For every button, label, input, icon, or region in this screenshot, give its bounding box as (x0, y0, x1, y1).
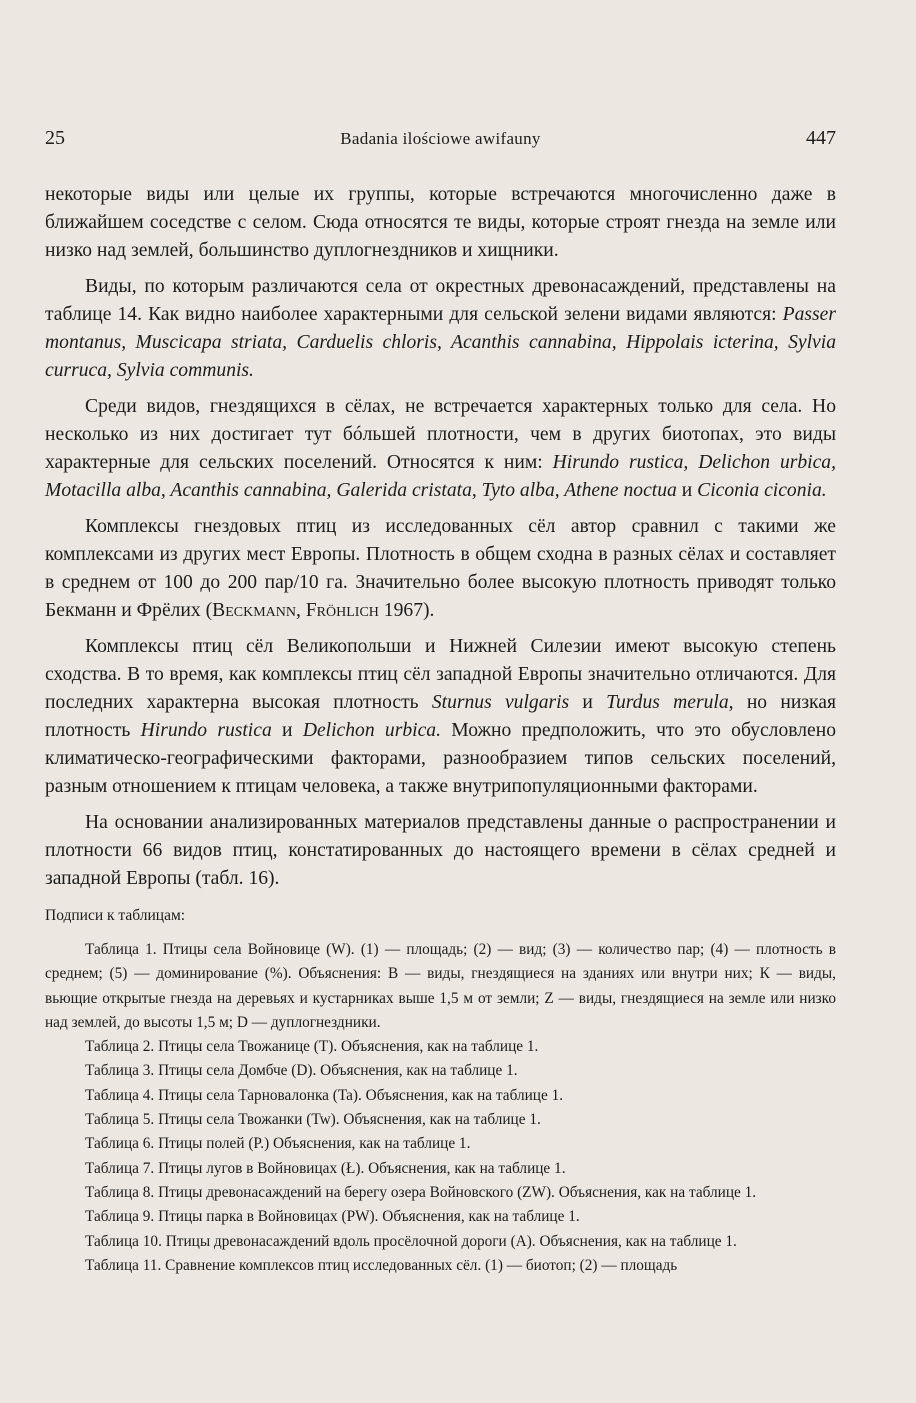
paragraph-3-text: Среди видов, гнездящихся в сёлах, не встречается характерных только для села. Но несколько из них достигает тут бóльшей плотности, чем в других биотопах, это виды характерные для сельских поселений. Относятся к ним: (45, 396, 836, 473)
body-text (45, 181, 836, 901)
paragraph-5-text-a: Комплексы птиц сёл Великопольши и Нижней Силезии имеют высокую степень сходства. В то время, как комплексы птиц сёл западной Европы значительно отличаются. Для последних характерна высокая плотность (45, 636, 836, 713)
table-captions (45, 938, 836, 1278)
paragraph-5-text-b: , но низкая плотность (45, 692, 836, 741)
running-title: Badania ilościowe awifauny (340, 129, 541, 148)
chapter-number: 25 (45, 127, 65, 149)
caption-table-11: Таблица 11. Сравнение комплексов птиц исследованных сёл. (1) — биотоп; (2) — площадь (85, 1256, 678, 1274)
caption-table-3: Таблица 3. Птицы села Домбче (D). Объяснения, как на таблице 1. (85, 1062, 518, 1080)
paragraph-1: некоторые виды или целые их группы, которые встречаются многочисленно даже в ближайшем соседстве с селом. Сюда относятся те виды, которые строят гнезда на земле или низко над землей, большинство дуплогнездников и хищники. (45, 184, 836, 261)
paragraph-5-and-2: и (271, 720, 303, 741)
caption-table-4: Таблица 4. Птицы села Тарновалонка (Ta). Объяснения, как на таблице 1. (85, 1086, 564, 1104)
paragraph-6: На основании анализированных материалов представлены данные о распространении и плотности 66 видов птиц, констатированных до настоящего времени в сёлах средней и западной Европы (табл. 16). (45, 812, 836, 889)
caption-table-2: Таблица 2. Птицы села Твожанице (T). Объяснения, как на таблице 1. (85, 1038, 539, 1056)
paragraph-5-species-4: Delichon urbica. (302, 720, 441, 741)
paragraph-5-species-3: Hirundo rustica (140, 720, 272, 741)
paragraph-3-species-a: Hirundo rustica, Delichon urbica, Motacilla alba, Acanthis cannabina, Galerida cristata, Tyto alba, Athene noctua (45, 452, 836, 501)
caption-table-10: Таблица 10. Птицы древонасаждений вдоль просёлочной дороги (A). Объяснения, как на таблице 1. (85, 1232, 737, 1250)
caption-table-8: Таблица 8. Птицы древонасаждений на берегу озера Войновского (ZW). Объяснения, как на таблице 1. (85, 1183, 757, 1201)
paragraph-4-year: 1967). (378, 600, 435, 621)
paragraph-5 (45, 633, 836, 801)
caption-table-5: Таблица 5. Птицы села Твожанки (Tw). Объяснения, как на таблице 1. (85, 1111, 541, 1129)
paragraph-3 (45, 393, 836, 505)
paragraph-4 (45, 513, 836, 625)
caption-table-9: Таблица 9. Птицы парка в Войновицах (PW). Объяснения, как на таблице 1. (85, 1208, 580, 1226)
caption-table-7: Таблица 7. Птицы лугов в Войновицах (Ł). Объяснения, как на таблице 1. (85, 1159, 566, 1177)
paragraph-5-species-2: Turdus merula (606, 692, 729, 713)
paragraph-3-species-b: Ciconia ciconia. (697, 480, 827, 501)
paragraph-5-text-c: Можно предположить, что это обусловлено климатическо-географическими факторами, разнообразием типов сельских поселений, разным отношением к птицам человека, а также внутрипопуляционными факторами. (45, 720, 836, 797)
paragraph-4-citation: Beckmann, Fröhlich (212, 600, 379, 621)
caption-table-1: Таблица 1. Птицы села Войновице (W). (1) — площадь; (2) — вид; (3) — количество пар; (4) — плотность в среднем; (5) — доминирование (%). Объяснения: В — виды, гнездящиеся на зданиях или внутри них; К — виды, вьющие открытые гнезда на деревьях и кустарниках выше 1,5 м от земли; Z — виды, гнездящиеся на земле или низко над землей, до высоты 1,5 м; D — дуплогнездники. (45, 941, 836, 1031)
paragraph-2-text: Виды, по которым различаются села от окрестных древонасаждений, представлены на таблице 14. Как видно наиболее характерными для сельской зелени видами являются: (45, 276, 836, 325)
paragraph-5-and-1: и (569, 692, 607, 713)
caption-table-6: Таблица 6. Птицы полей (P.) Объяснения, как на таблице 1. (85, 1135, 471, 1153)
paragraph-2 (45, 273, 836, 385)
page-number: 447 (806, 127, 836, 149)
captions-heading: Подписи к таблицам: (45, 907, 186, 924)
paragraph-5-species-1: Sturnus vulgaris (431, 692, 570, 713)
paragraph-4-text: Комплексы гнездовых птиц из исследованных сёл автор сравнил с такими же комплексами из других мест Европы. Плотность в общем сходна в разных сёлах и составляет в среднем от 100 до 200 пар/10 га. Значительно более высокую плотность приводят только Бекманн и Фрёлих ( (45, 516, 836, 621)
paragraph-2-species: Passer montanus, Muscicapa striata, Carduelis chloris, Acanthis cannabina, Hippolais icterina, Sylvia curruca, Sylvia communis. (45, 304, 836, 381)
running-header (45, 127, 836, 153)
paragraph-3-and: и (676, 480, 698, 501)
